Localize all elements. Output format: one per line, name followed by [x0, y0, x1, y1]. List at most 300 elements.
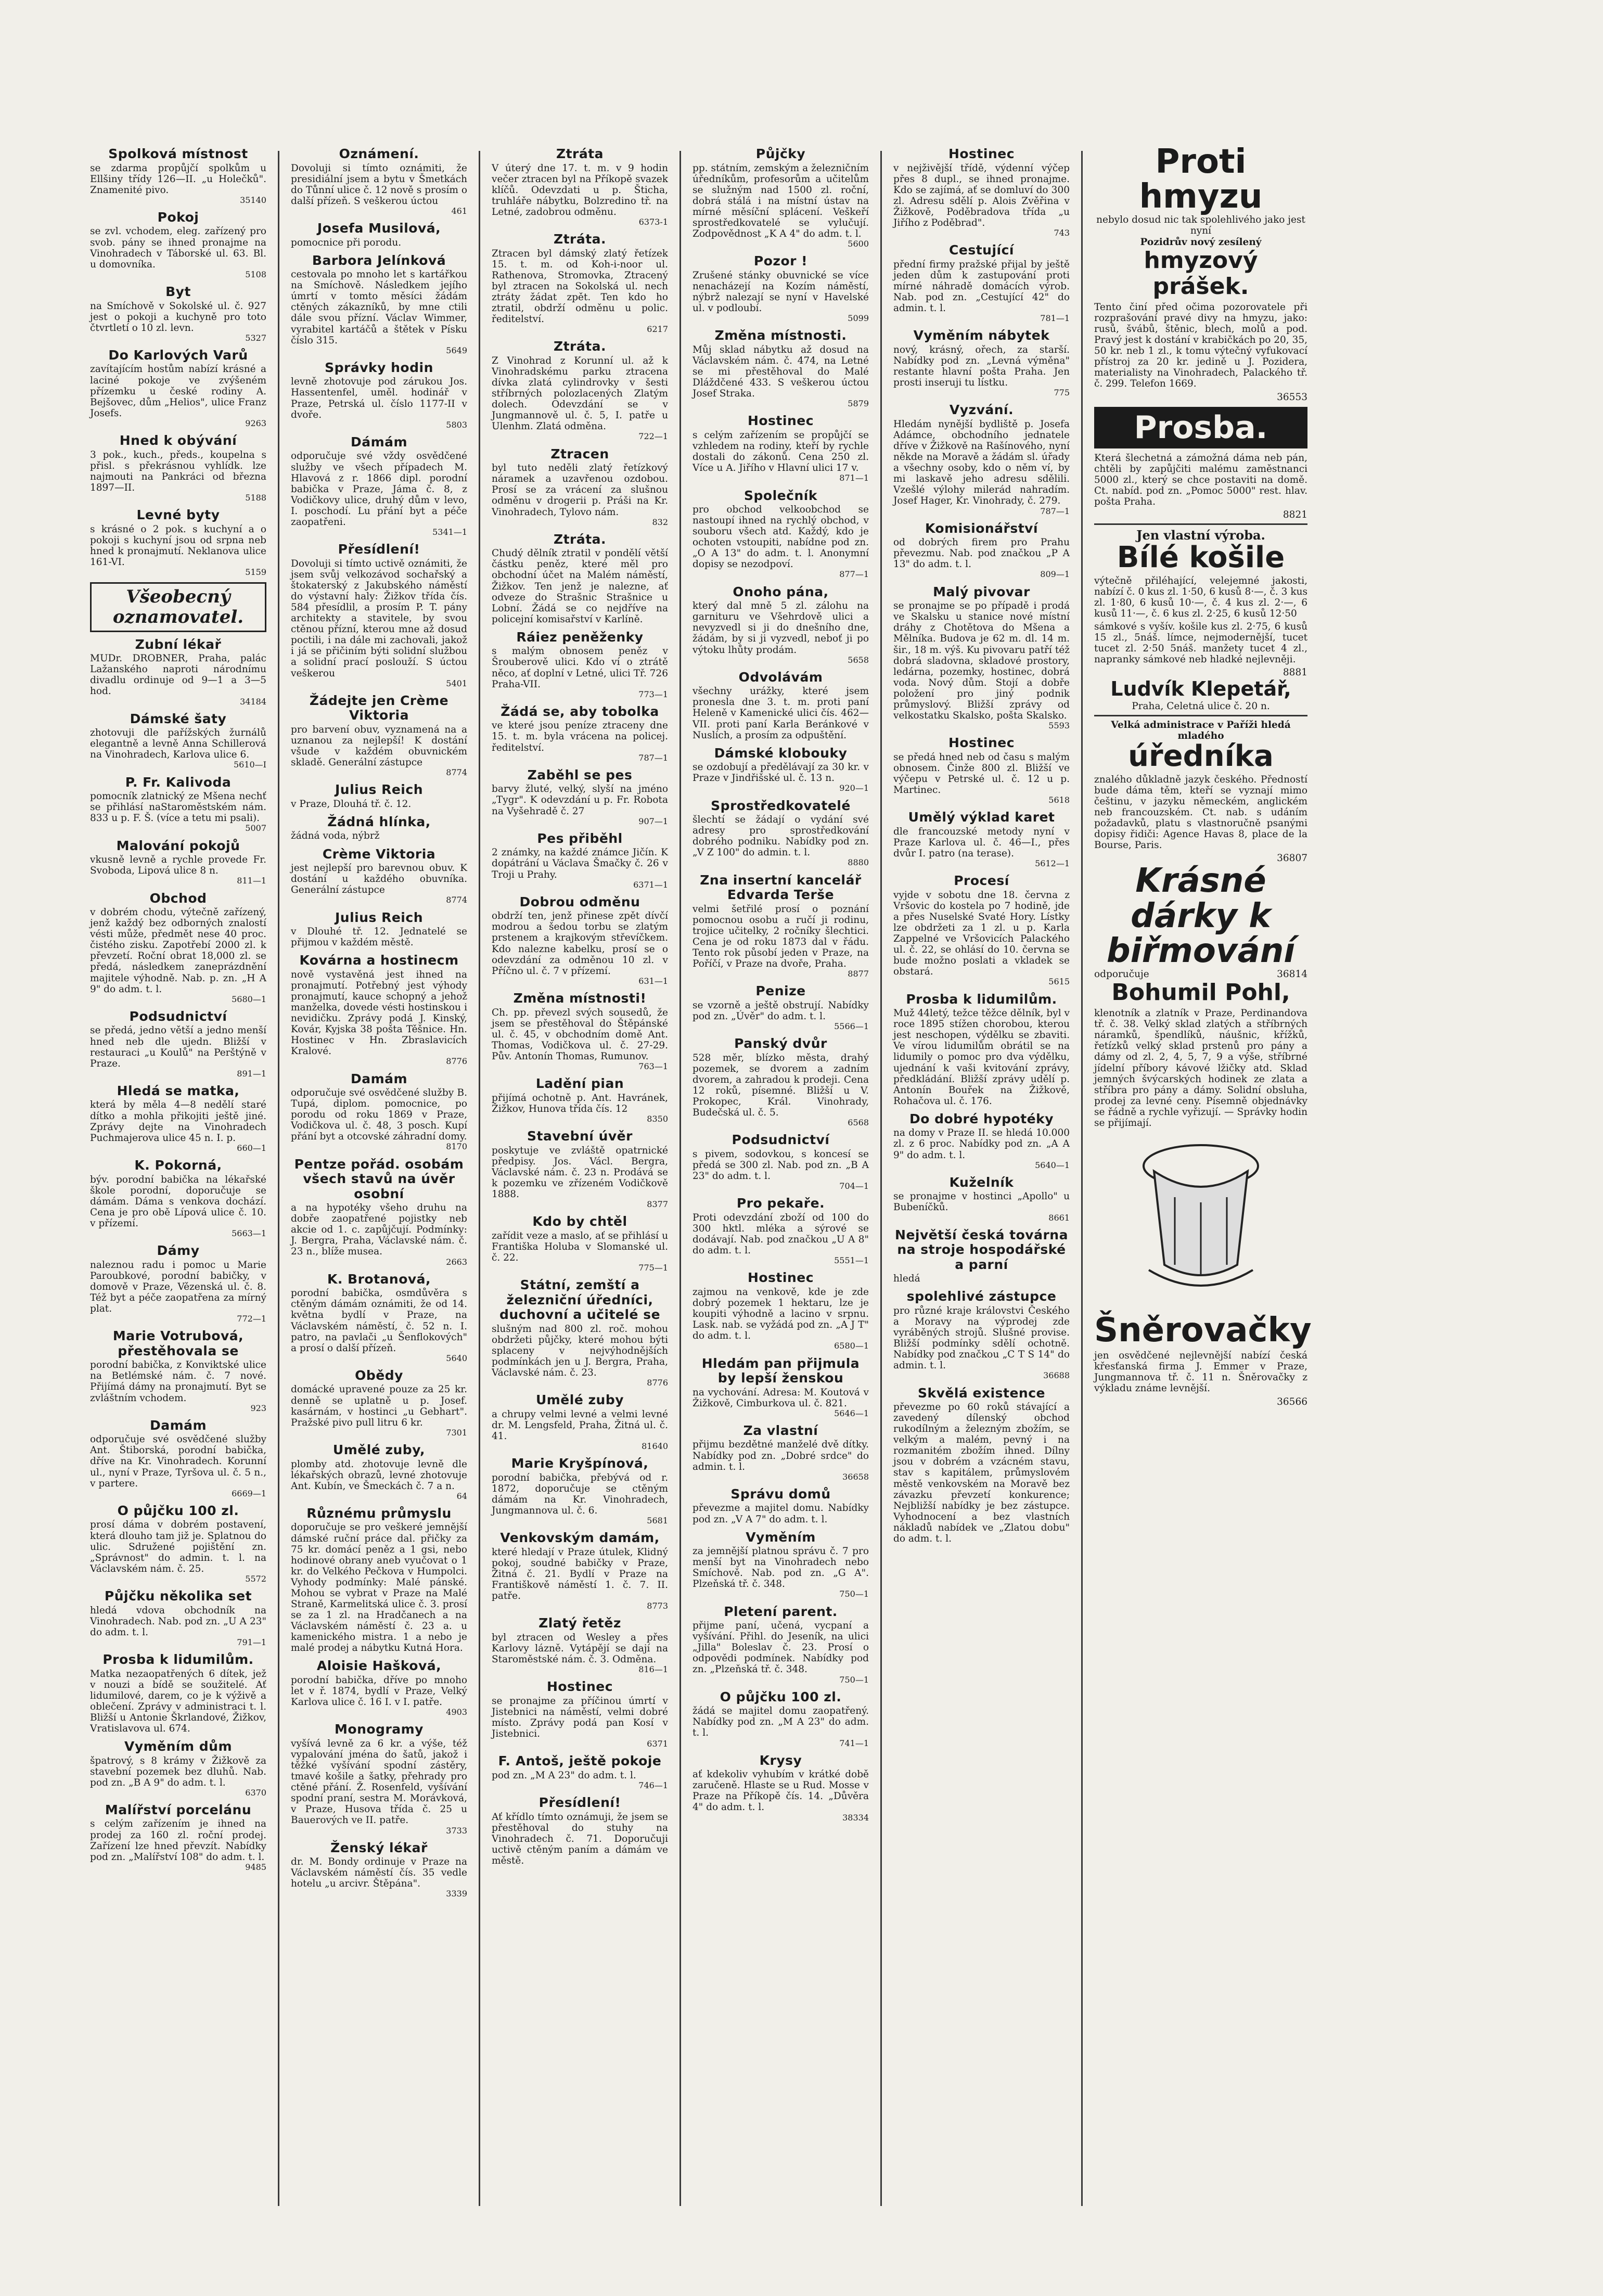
classified-ad	[90, 147, 266, 205]
ad-text: pro různé kraje královstvi Českého a Moravy na výprodej zde vyráběných strojů. Slušné provise. Bližší podmínky sdělí ochotně. Nabídky pod značkou „C T S 14" do admin. t. l.	[893, 1305, 1070, 1371]
classified-ad	[893, 992, 1070, 1107]
ad-text: se zdarma propůjčí spolkům u Ellšiny třídy 126—II. „u Holečků". Znamenité pivo.	[90, 162, 266, 196]
ad-title: Podsudnictví	[129, 1008, 227, 1024]
ad-text: porodní babička, osmdůvěra s ctěným dámám oznámiti, že od 14. května bydlí v Praze, na Václavském náměstí, č. 52 n. I. patro, na pavlači „u Šenflokových" a prosí o další přízeň.	[291, 1288, 467, 1354]
classified-ad	[291, 1443, 467, 1501]
ad-number: 35140	[240, 195, 266, 205]
ad-title: Umělý výklad karet	[908, 810, 1055, 825]
ad-title: Oznámení.	[339, 146, 419, 161]
ad-number: 791—1	[237, 1637, 266, 1647]
ad-title: Hostinec	[747, 1270, 814, 1286]
ad-number: 6371—1	[633, 879, 668, 890]
classified-ad	[90, 1739, 266, 1798]
ad-text: prosí dáma v dobrém postavení, která dlouho tam již je. Splatnou do ulic. Sdružené pojištění zn. „Správnost" do admin. t. l. na Václavském nám. č. 25.	[90, 1519, 266, 1574]
ad-text: naleznou radu i pomoc u Marie Paroubkové, porodní babičky, v domově v Praze, Vězenská ul. č. 8. Též byt a péče zaopatřena za mírný plat.	[90, 1259, 266, 1314]
classified-ad	[492, 1531, 668, 1611]
classified-ad	[90, 1504, 266, 1584]
classified-ad	[90, 285, 266, 343]
classified-ad	[90, 712, 266, 770]
classified-ad	[492, 1616, 668, 1674]
ad-title: Dámy	[157, 1243, 200, 1259]
gifts-ad-jeweler: Bohumil Pohl,	[1111, 979, 1290, 1006]
ad-title: Marie Kryšpínová,	[511, 1456, 649, 1471]
classified-ad	[693, 799, 869, 868]
ad-number: 8774	[446, 767, 467, 778]
ad-number: 741—1	[839, 1738, 869, 1748]
classified-ad	[90, 1009, 266, 1079]
prosba-ad-number: 8821	[1283, 509, 1307, 521]
ad-title: Zaběhl se pes	[527, 767, 633, 783]
ad-text: se pronajme v hostinci „Apollo" u Bubeníčků.	[893, 1191, 1070, 1213]
ad-text: Proti odevzdání zboží od 100 do 300 hktl. mléka a sýrové se dodávají. Nab. pod značkou „U A 8" do adm. t. l.	[693, 1212, 869, 1256]
gifts-ad-sub: odporučuje	[1094, 968, 1149, 980]
ad-number: 5618	[1048, 795, 1070, 805]
ad-text: přijme paní, učená, vycpaní a vyšívání. Přihl. do Jeseník, na ulici „Jilla" Boleslav č. 23. Prosí o odpovědi podmínek. Nabídky pod zn. „Plzeňská tř. č. 348.	[693, 1620, 869, 1675]
ad-title: Odvolávám	[738, 669, 823, 685]
ad-text: se ozdobují a předělávají za 30 kr. v Praze v Jindřišské ul. č. 13 n.	[693, 762, 869, 784]
ad-number: 704—1	[839, 1181, 869, 1191]
ad-text: pp. státním, zemským a železničním úředníkům, profesorům a učitelům se služným nad 1500 zl. roční, dobrá stálá i na místní ústav na mírné měsíční splácení. Veškeří sprostředkovatelé se vylučují. Zodpovědnost „K A 4" do adm. t. l.	[693, 162, 869, 239]
classified-ad	[693, 746, 869, 793]
ad-title: Různému průmyslu	[306, 1505, 452, 1521]
classified-ad	[693, 1356, 869, 1418]
ad-title: Aloisie Hašková,	[316, 1658, 442, 1674]
ad-title: Obchod	[149, 890, 207, 906]
ad-title: Změna místnosti.	[714, 328, 847, 343]
classified-ad	[90, 1158, 266, 1238]
ad-title: Zna insertní kancelář Edvarda Terše	[700, 872, 862, 903]
classified-ad	[90, 1803, 266, 1872]
ad-text: levně zhotovuje pod zárukou Jos. Hassentenfel, uměl. hodinář v Praze, Petrská ul. číslo 1177-II v dvoře.	[291, 376, 467, 420]
ad-column-5	[893, 145, 1070, 1549]
ad-number: 5646—1	[834, 1408, 869, 1418]
ad-number: 5593	[1048, 721, 1070, 731]
ad-number: 750—1	[839, 1589, 869, 1599]
ad-text: porodní babička, přebývá od r. 1872, doporučuje se ctěným dámám na Kr. Vinohradech, Jungmannova ul. č. 6.	[492, 1472, 668, 1516]
ad-text: na domy v Praze II. se hledá 10.000 zl. z 6 proc. Nabídky pod zn. „A A 9" do adm. t. l.	[893, 1127, 1070, 1161]
ad-text: barvy žluté, velký, slyší na jméno „Tygr". K odevzdání u p. Fr. Robota na Vyšehradě č. 27	[492, 784, 668, 817]
ad-title: Hostinec	[546, 1679, 613, 1695]
classified-ad	[90, 1652, 266, 1734]
ad-title: Pletení parent.	[724, 1604, 838, 1619]
ad-text: s krásné o 2 pok. s kuchyní a o pokoji s kuchyní jsou od srpna neb hned k pronajmutí. Neklanova ulice 161-VI.	[90, 523, 266, 568]
classified-ad	[291, 1272, 467, 1363]
top-margin	[15, 15, 1588, 145]
ad-number: 891—1	[237, 1068, 266, 1079]
ad-title: Komisionářství	[925, 520, 1038, 536]
ad-number: 750—1	[839, 1674, 869, 1685]
classified-ad	[90, 1418, 266, 1498]
ad-text: zařídit veze a maslo, ať se přihlásí u Františka Holuba v Slomanské ul. č. 22.	[492, 1230, 668, 1263]
ad-number: 3733	[446, 1825, 467, 1836]
ad-title: Sprostředkovatelé	[711, 798, 851, 813]
ad-title: Hostinec	[948, 146, 1015, 161]
ad-title: spolehlivé zástupce	[906, 1289, 1057, 1304]
ad-text: Hledám nynější bydliště p. Josefa Adámce, obchodního jednatele dříve v Žižkově na Rašínového, nyní někde na Moravě a žádám sl. úřady a všechny osoby, kdo o něm ví, by mi laskavě jeho adresu sdělili. Vzešlé výlohy milerád nahradím. Josef Hager, Kr. Vinohrady, č. 279.	[893, 418, 1070, 507]
classified-ad	[693, 1487, 869, 1525]
ad-number: 9263	[245, 418, 266, 428]
ad-title: Levné byty	[136, 507, 220, 523]
ad-text: velmi šetřilé prosí o poznání pomocnou osobu a ručí ji rodinu, trojice učitelky, 2 ročníky šlechtici. Cena je od roku 1873 dal v řádu. Tento rok působí jeden v Praze, na Poříčí, v Praze na dvoře, Praha.	[693, 903, 869, 970]
classified-ad	[492, 895, 668, 986]
classified-ad	[893, 403, 1070, 516]
ad-text: na vychování. Adresa: M. Koutová v Žižkově, Cimburkova ul. č. 821.	[693, 1387, 869, 1409]
ad-title: Dámské klobouky	[714, 745, 848, 761]
ad-text: Ch. pp. převezl svých sousedů, že jsem se přestěhoval do Štěpánské ul. č. 45, v obchodním domě Ant. Thomas, Vodičkova ul. č. 27-29. Pův. Antonín Thomas, Rumunov.	[492, 1007, 668, 1062]
classified-ad	[90, 348, 266, 428]
classified-ad	[693, 585, 869, 665]
ad-title: Společník	[744, 488, 817, 503]
ad-number: 5327	[245, 332, 266, 343]
ad-text: 3 pok., kuch., předs., koupelna s přisl. s překrásnou vyhlídk. lze najmouti na Pankráci od března 1897—II.	[90, 449, 266, 493]
ad-text: žádná voda, nýbrž	[291, 830, 380, 842]
ad-title: Pentze pořád. osobám všech stavů na úvěr osobní	[294, 1156, 464, 1201]
ad-title: Zlatý řetěz	[538, 1615, 621, 1631]
ad-title: Panský dvůr	[734, 1036, 827, 1051]
ad-title: Vyměním	[746, 1529, 816, 1545]
ad-title: Malování pokojů	[116, 838, 240, 853]
ad-number: 6217	[647, 324, 668, 335]
ad-text: a na hypotéky všeho druhu na dobře zaopatřené pojistky neb akcie od 1. c. zapůjčují. Podmínky: J. Bergra, Praha, Václavské nám. č. 23 n., blíže musea.	[291, 1202, 467, 1258]
ad-text: nově vystavěná jest ihned na pronajmutí. Potřebný jest výhody pronajmutí, kauce schopný a jehož manželka, dovede vésti hostinskou i nevidičku. Zprávy podá J. Kinský, Kovár, Kyjska 38 pošta Těšnice. Hn. Hostinec v Hn. Zbraslavicích Kralové.	[291, 969, 467, 1057]
classified-ad	[492, 1278, 668, 1388]
ad-title: K. Pokorná,	[134, 1158, 222, 1173]
ad-title: Monogramy	[335, 1722, 424, 1737]
ad-number: 5681	[647, 1516, 668, 1526]
classified-ad	[492, 232, 668, 334]
classified-ad	[90, 1084, 266, 1153]
classified-ad	[291, 147, 467, 216]
ad-text: hledá vdova obchodník na Vinohradech. Nab. pod zn. „U A 23" do adm. t. l.	[90, 1605, 266, 1638]
ad-text: pomocník zlatnický ze Mšena nechť se přihlásí naStaroměstském nám. 833 u p. F. Š. (více a tetu mi psali).	[90, 791, 266, 824]
ad-number: 8880	[848, 857, 869, 868]
ad-title: Kuželník	[949, 1174, 1014, 1190]
gifts-ad-body: klenotník a zlatník v Praze, Perdinandova tř. č. 38. Velký sklad zlatých a stříbrných náramků, špendlíků, náušnic, křížků, řetízků velký sklad prstenů pro pány a dámy od zl. 2, 4, 5, 7, 9 a výše, stříbrné jídelní příbory kávové lžičky atd. Sklad jemných švýcarských hodinek ze zlata a stříbra pro pány a dámy. Solidní obsluha, prodej za levné ceny. Písemně objednávky se řádně a rychle vyřizují. — Správky hodin se přijímají.	[1094, 1008, 1307, 1128]
ad-text: V úterý dne 17. t. m. v 9 hodin večer ztracen byl na Příkopě svazek klíčů. Odevzdati u p. Šticha, truhláře nábytku, Bolzredino tř. na Letné, zadobrou odměnu.	[492, 162, 668, 217]
shirts-ad-body-2: sámkové s vyšív. košile kus zl. 2·75, 6 kusů 15 zl., 5náš. límce, nejmodernější, tucet tucet zl. 2·50 5náš. manžety tucet 4 zl., napranky sámkové neb hladké nejlevněji.	[1094, 621, 1307, 665]
ad-text: na Smíchově v Sokolské ul. č. 927 jest o pokoji a kuchyně pro toto čtvrtletí o 10 zl. levn.	[90, 300, 266, 334]
classified-ad	[693, 1271, 869, 1351]
classified-ad	[291, 783, 467, 810]
classified-ad	[693, 147, 869, 249]
clerk-ad-body: znalého důkladně jazyk českého. Předností bude dáma těm, kteří se vyznají mimo češtinu, v jazyku německém, anglickém neb francouzském. Ct. nab. s udáním požadavků, platu s vlastnoručně psanými dopisy řidiči: Agence Havas 8, place de la Bourse, Paris.	[1094, 774, 1307, 851]
ad-text: přijmu bezdětné manželé dvě dítky. Nabídky pod zn. „Dobré srdce" do admin. t. l.	[693, 1439, 869, 1472]
ad-title: Žádejte jen Crème Viktoria	[309, 692, 449, 723]
classified-ad	[492, 147, 668, 227]
ad-number: 5640	[446, 1353, 467, 1363]
ad-text: dr. M. Bondy ordinuje v Praze na Václavském náměstí čís. 35 vedle hotelu „u arcivr. Štěpána".	[291, 1856, 467, 1890]
clerk-ad-kicker: Velká administrace v Paříži hledá mladého	[1111, 719, 1291, 741]
ad-title: Marie Votrubová, přestěhovala se	[112, 1328, 244, 1358]
gifts-ad-title: Krásné dárky k biřmování	[1106, 862, 1296, 970]
ad-text: cestovala po mnoho let s kartářkou na Smíchově. Následkem jejího úmrtí v tomto měsíci žádám ctěných zákazníků, by mne ctili dále svou přízní. Václav Wimmer, vyrabitel kartáčů a štětek v Písku číslo 315.	[291, 269, 467, 346]
ad-text: byl tuto neděli zlatý řetízkový náramek a uzavřenou ozdobou. Prosí se za vrácení za slušnou odměnu v drogerii p. Práši na Kr. Vinohradech, Tylovo nám.	[492, 463, 668, 518]
ad-text: od dobrých firem pro Prahu převezmu. Nab. pod značkou „P A 13" do adm. t. l.	[893, 537, 1070, 570]
ad-number: 36658	[842, 1471, 869, 1482]
ad-number: 6373-1	[638, 216, 668, 227]
ad-text: ve které jsou peníze ztraceny dne 15. t. m. byla vrácena na policej. ředitelství.	[492, 720, 668, 753]
classified-ad	[492, 991, 668, 1071]
ad-text: porodní babička, dříve po mnoho let v ř. 1874, bydlí v Praze, Velký Karlova ulice č. 16 I. v I. patře.	[291, 1674, 467, 1708]
ad-title: Hostinec	[948, 735, 1015, 751]
classified-ad	[693, 984, 869, 1031]
ad-number: 8350	[647, 1113, 668, 1124]
ad-column-right	[1094, 143, 1312, 1407]
ad-text: Chudý dělník ztratil v pondělí větší částku peněz, které měl pro obchodní účet na Malém náměstí, Žižkov. Ten jenž je nalezne, ať odveze do Strašnic Strašnice u Lobní. Žádá se co nejdříve na policejní komisařství v Karlíně.	[492, 548, 668, 625]
classified-ad	[693, 1133, 869, 1191]
ad-number: 38334	[842, 1812, 869, 1823]
ad-title: P. Fr. Kalivoda	[125, 774, 232, 790]
ad-text: pomocnice při porodu.	[291, 237, 402, 248]
ad-column-4	[693, 145, 869, 1828]
ad-number: 5099	[848, 313, 869, 324]
ad-title: Julius Reich	[335, 909, 423, 925]
ad-title: Damám	[149, 1417, 207, 1433]
ad-number: 34184	[240, 696, 266, 707]
insect-ad-body: Tento činí před očima pozorovatele při rozprašování pravé divy na hmyzu, jako: rusů, švábů, štěnic, blech, molů a pod. Pravý jest k dostání v krabičkách po 20, 35, 50 kr. neb 1 zl., k tomu výtečný vyfukovací přístroj za 20 kr. jedině u J. Pozidera, materialisty na Vinohradech, Palackého tř. č. 299. Telefon 1669.	[1094, 301, 1307, 390]
ad-title: Zubní lékař	[135, 636, 222, 652]
insect-ad-intro: nebylo dosud nic tak spolehlivého jako jest nyní	[1096, 214, 1305, 237]
ad-title: Spolková místnost	[108, 146, 248, 161]
ad-title: O půjčku 100 zl.	[117, 1503, 239, 1518]
ad-title: Dobrou odměnu	[519, 894, 640, 909]
insect-ad-brand: Pozidrův nový zesílený	[1140, 236, 1262, 248]
ad-text: Dovoluji si tímto uctivě oznámiti, že jsem svůj velkozávod sochařský a štokaterský z Jakubského náměstí do výstavní haly: Žižkov třída čís. 584 přesídlil, a prosím P. T. pány architekty a stavitele, by svou ctěnou přízní, kterou mne až dosud poctili, i na dále mi zachovali, jakož i já se přičiním býti solidní službou a solidní prací poslouží. S úctou veškerou	[291, 558, 467, 679]
ad-title: Dámám	[350, 434, 408, 450]
classified-ad	[291, 361, 467, 430]
ad-number: 6568	[848, 1118, 869, 1128]
ad-text: pro obchod velkoobchod se nastoupí ihned na rychlý obchod, v souboru všech atd. Každý, kdo je ochoten vstoupiti, nabídne pod zn. „O A 13" do adm. t. l. Anonymní dopisy se nezodpoví.	[693, 504, 869, 570]
classified-ad	[492, 768, 668, 826]
prosba-ad-title: Prosba.	[1094, 407, 1307, 448]
ad-number: 5007	[245, 823, 266, 833]
classified-ad	[893, 736, 1070, 805]
ad-title: Hledá se matka,	[117, 1083, 240, 1098]
ad-number: 64	[456, 1491, 467, 1501]
ad-number: 8773	[647, 1601, 668, 1611]
ad-number: 5803	[446, 419, 467, 430]
ad-number: 81640	[642, 1441, 668, 1451]
ad-text: v Dlouhé tř. 12. Jednatelé se přijmou v každém městě.	[291, 926, 467, 948]
ad-text: dle francouzské metody nyní v Praze Karlova ul. č. 46—I., přes dvůr I. patro (na terase).	[893, 826, 1070, 859]
ad-title: Obědy	[355, 1367, 403, 1383]
ad-text: Zrušené stánky obuvnické se více nenacházejí na Kozím náměstí, nýbrž nalezají se nyní v Havelské ul. v podloubí.	[693, 270, 869, 314]
classified-ad	[893, 243, 1070, 323]
ad-text: byl ztracen od Wesley a přes Karlovy lázně. Vytápějí se dají na Staroměstské nám. č. 3. Odměna.	[492, 1632, 668, 1665]
corsets-ad-body: jen osvědčené nejlevnější nabízí česká křesťanská firma J. Emmer v Praze, Jungmannova tř. č. 11 n. Šněrovačky z výkladu známe levnější.	[1094, 1350, 1307, 1394]
classified-ad	[492, 1456, 668, 1525]
ad-number: 811—1	[237, 876, 266, 886]
ad-text: hledá	[893, 1273, 920, 1285]
ad-title: Procesí	[954, 873, 1009, 889]
ad-title: Vyzvání.	[949, 402, 1014, 418]
ad-text: která by měla 4—8 nedělí staré dítko a mohla přikojiti ještě jiné. Zprávy dejte na Vinohradech Puchmajerova ulice 45 n. I. p.	[90, 1099, 266, 1144]
ad-title: Ztráta.	[553, 232, 607, 247]
ad-number: 2663	[446, 1256, 467, 1267]
ad-number: 3339	[446, 1889, 467, 1899]
classified-ad	[291, 1157, 467, 1267]
ad-title: Kovárna a hostinecm	[299, 953, 459, 968]
ad-title: Pokoj	[157, 209, 199, 225]
ad-number: 775	[1054, 388, 1070, 398]
ad-text: obdrží ten, jenž přinese zpět dívčí modrou a šedou torbu se zlatým prstenem a krajkovým střevíčkem. Kdo nalezne kabelku, prosí se o odevzdání za odměnou 10 zl. v Příčno ul. č. 7 v přízemí.	[492, 910, 668, 977]
ad-number: 5551—1	[834, 1255, 869, 1266]
ad-text: domácké upravené pouze za 25 kr. denně se uplatně u p. Josef. kasárnám, v hostinci „u Gebhart". Pražské pivo pull litru 6 kr.	[291, 1384, 467, 1428]
classified-ad	[693, 328, 869, 408]
ad-title: Do dobré hypotéky	[909, 1111, 1054, 1126]
ad-number: 5108	[245, 269, 266, 279]
ad-title: Damám	[350, 1071, 408, 1086]
shirts-ad-seller: Ludvík Klepetář,	[1110, 677, 1291, 701]
ad-title: Největší česká továrna na stroje hospodářské a parní	[895, 1227, 1068, 1272]
column-rule	[880, 151, 882, 2206]
ad-text: nový, krásný, ořech, za starší. Nabídky pod zn. „Levná výměna" restante hlavní pošta Praha. Jen prosti inseruji tu lístku.	[893, 344, 1070, 389]
ad-text: Dovoluji si tímto oznámiti, že presidiální jsem a bytu v Šmetkách do Tůnní ulice č. 12 nově s prosím o další přízeň. S veškerou úctou	[291, 162, 467, 207]
ad-number: 631—1	[638, 976, 668, 986]
ad-title: Ženský lékař	[330, 1840, 428, 1855]
insect-ad-product: hmyzový prášek.	[1144, 247, 1258, 300]
ad-columns	[15, 145, 1588, 2206]
column-rule	[479, 151, 480, 2206]
ad-number: 920—1	[839, 783, 869, 793]
divider	[1094, 523, 1307, 525]
ad-number: 781—1	[1040, 313, 1070, 324]
ad-number: 8877	[848, 969, 869, 979]
classified-ad	[291, 1368, 467, 1438]
shirts-ad-title: Bílé košile	[1117, 540, 1285, 574]
ad-text: v Praze, Dlouhá tř. č. 12.	[291, 798, 412, 810]
ad-number: 722—1	[638, 431, 668, 442]
classified-ad	[291, 847, 467, 905]
ad-number: 5401	[446, 678, 467, 688]
section-header: Všeobecný oznamovatel.	[90, 582, 266, 632]
ad-text: převezme po 60 roků stávající a zavedený dílenský obchod rukodílným a železným zbožím, se velkým a malém, pevný i na rozmanitém zbožím ihned. Dílny jsou v dobrém a vzácném stavu, stav s kapitálem, průmyslovém městě venkovském na Moravě bez závazku převzetí konkurence; Nejbližší nabídky je bez zástupce. Vyhodnocení a bez vlastních nákladů nabídek ve „Zlatou dobu" do adm. t. l.	[893, 1402, 1070, 1544]
ad-title: Vyměním dům	[124, 1739, 232, 1754]
ad-title: Barbora Jelínková	[312, 252, 446, 268]
ad-text: odporučuje své osvědčené služby Ant. Štiborská, porodní babička, dříve na Kr. Vinohradech. Korunní ul., nyní v Praze, Tyršova ul. č. 5 n., v partere.	[90, 1434, 266, 1489]
classified-ad	[492, 1214, 668, 1273]
ad-number: 775—1	[638, 1262, 668, 1273]
gifts-ad-number: 36814	[1277, 968, 1307, 980]
classified-ad	[693, 414, 869, 483]
shirts-ad-kicker: Jen vlastní výroba.	[1136, 528, 1265, 543]
classified-ad	[893, 1228, 1070, 1285]
ad-number: 6580—1	[834, 1341, 869, 1351]
ad-text: se pronajme se po případě i prodá ve Skalsku u stanice nové místní dráhy z Chotětova do Mšena a Mělníka. Budova je 62 m. dl. 14 m. šir., 18 m. výš. Ku pivovaru patří též dobrá sladovna, skladové prostory, ledárna, pozemky, hostinec, dobrá voda. Nový dům. Stojí a dobře položení pro jiný podnik průmyslový. Bližší zprávy od velkostatku Skalsko, pošta Skalsko.	[893, 600, 1070, 721]
ad-number: 5341—1	[432, 527, 467, 537]
ad-number: 5640—1	[1035, 1160, 1070, 1170]
insect-ad-title: Proti hmyzu	[1139, 143, 1263, 216]
ad-title: Pes přiběhl	[537, 830, 623, 846]
ad-number: 5663—1	[232, 1228, 266, 1238]
ad-title: Státní, zemští a železniční úředníci, duchovní a učitelé se	[499, 1277, 661, 1323]
ad-title: Byt	[165, 284, 191, 300]
ad-text: vkusně levně a rychle provede Fr. Svoboda, Lipová ulice 8 n.	[90, 854, 266, 877]
ad-title: Půjčky	[755, 146, 806, 161]
classified-ad	[492, 1795, 668, 1866]
ad-title: Změna místnosti!	[513, 991, 647, 1006]
ad-text: za jemnější platnou správu č. 7 pro menší byt na Vinohradech nebo Smíchově. Nab. pod zn. „G A". Plzeňská tř. č. 348.	[693, 1546, 869, 1590]
ad-number: 772—1	[237, 1314, 266, 1324]
ad-title: Josefa Musilová,	[317, 221, 441, 236]
classified-ad	[693, 1753, 869, 1823]
ad-title: Onoho pána,	[733, 584, 829, 599]
ad-title: Přesídlení!	[338, 542, 420, 557]
ad-text: odporučuje své vždy osvědčené služby ve všech případech M. Hlavová z r. 1866 dipl. porodní babička v Praze, Jáma č. 8, z Vodičkovy ulice, druhý dům v levo, I. poschodí. Lu přání byt a péče zaopatřeni.	[291, 451, 467, 528]
ad-text: převezme a majitel domu. Nabídky pod zn. „V A 7" do adm. t. l.	[693, 1503, 869, 1525]
ad-title: Skvělá existence	[917, 1385, 1046, 1401]
classified-ad	[693, 489, 869, 580]
classified-ad	[893, 328, 1070, 397]
classified-ad	[693, 1423, 869, 1482]
ad-number: 763—1	[638, 1061, 668, 1071]
ad-title: O půjčku 100 zl.	[720, 1689, 842, 1704]
ad-title: Do Karlových Varů	[108, 347, 248, 363]
ad-number: 5572	[245, 1573, 266, 1584]
ad-number: 871—1	[839, 473, 869, 483]
divider	[1094, 715, 1307, 716]
ad-text: porodní babička, z Konviktské ulice na Betlémské nám. č. 7 nové. Přijímá dámy na pronajmutí. Byt se zvláštním vchodem.	[90, 1359, 266, 1404]
ad-title: Podsudnictví	[732, 1132, 830, 1148]
ad-number: 907—1	[638, 816, 668, 826]
classified-ad	[492, 1679, 668, 1749]
ad-title: Ztráta.	[553, 531, 607, 547]
ad-title: Hostinec	[747, 413, 814, 429]
ad-text: Z Vinohrad z Korunní ul. až k Vinohradskému parku ztracena dívka zlatá cylindrovky v šesti stříbrných polozlacených Zlatým dolech. Odevzdání se v Jungmannově ul. č. 5, I. patře u Ulenhm. Zlatá odměna.	[492, 355, 668, 432]
classified-ad	[492, 1393, 668, 1451]
ad-number: 5566—1	[834, 1021, 869, 1032]
prosba-ad-body: Která šlechetná a zámožná dáma neb pán, chtěli by zapůjčiti malému zaměstnanci 5000 zl., který se chce postaviti na domě. Ct. nabíd. pod zn. „Pomoc 5000" rest. hlav. pošta Praha.	[1094, 453, 1307, 508]
newspaper-page	[15, 15, 1588, 2281]
ad-text: 2 známky, na každé známce Jičín. K dopátrání u Václava Šmačky č. 26 v Troji u Prahy.	[492, 847, 668, 880]
ad-text: pod zn. „M A 23" do adm. t. l.	[492, 1769, 636, 1781]
ad-number: 832	[652, 517, 668, 527]
ad-text: v nejživější třídě, výdenní výčep přes 8 dupl., se ihned pronajme. Kdo se zajímá, ať se domluví do 300 zl. Adresu sdělí p. Alois Zvěřina v Žižkově, Poděbradova třída „u Jiřího z Poděbrad".	[893, 162, 1070, 228]
classified-ad	[893, 585, 1070, 731]
classified-ad	[291, 1506, 467, 1653]
classified-ad	[291, 1072, 467, 1152]
classified-ad	[90, 1329, 266, 1413]
classified-ad	[893, 147, 1070, 238]
ad-text: přední firmy pražské přijal by ještě jeden dům k zastupování proti mírné náhradě domácích výrob. Nab. pod zn. „Cestující 42" do admin. t. l.	[893, 259, 1070, 314]
column-rule	[1081, 151, 1083, 2206]
ad-text: zavítajícím hostům nabízí krásné a laciné pokoje ve zvýšeném přízemku u české rodiny A. Bejšovec, dům „Helios", ulice Franz Josefs.	[90, 364, 266, 419]
classified-ad	[90, 582, 266, 632]
classified-ad	[693, 1036, 869, 1127]
ad-title: Ztráta	[556, 146, 604, 161]
corset-illustration	[1094, 1135, 1307, 1306]
ad-text: v dobrém chodu, výtečně zařízený, jenž každý bez odborných znalostí vésti může, předmět nese 40 proc. čistého zisku. Zapotřebí 2000 zl. k převzetí. Roční obrat 18,000 zl. se předá, následkem zaneprázdnění majitele výhodně. Nab. p. zn. „H A 9" do adm. t. l.	[90, 907, 266, 995]
ad-column-3	[492, 145, 668, 1871]
ad-title: Umělé zuby,	[332, 1442, 426, 1458]
classified-ad	[90, 775, 266, 833]
classified-ad	[90, 508, 266, 577]
classified-ad	[693, 1530, 869, 1599]
corsets-ad-title: Šněrovačky	[1094, 1311, 1312, 1350]
classified-ad	[291, 1722, 467, 1835]
ad-number: 923	[250, 1403, 266, 1413]
ad-title: Vyměním nábytek	[913, 328, 1050, 343]
ad-number: 8377	[647, 1199, 668, 1209]
ad-text: ať kdekoliv vyhubím v krátké době zaručeně. Hlaste se u Rud. Mosse v Praze na Příkopě čís. 14. „Důvěra 4" do adm. t. l.	[693, 1769, 869, 1813]
ad-text: 528 měr, blízko města, drahý pozemek, se dvorem a zadním dvorem, a zahradou k prodeji. Cena 12 roků, písemné. Bližší u V. Prokopec, Král. Vinohrady, Budečská ul. č. 5.	[693, 1052, 869, 1119]
ad-text: s celým zařízením je ihned na prodej za 160 zl. roční prodej. Zařízení lze hned převzít. Nabídky pod zn. „Malířství 108" do adm. t. l.	[90, 1818, 266, 1863]
ad-title: K. Brotanová,	[327, 1271, 431, 1287]
ad-number: 5612—1	[1035, 858, 1070, 869]
insect-ad-number: 36553	[1277, 391, 1307, 403]
classified-ad	[291, 253, 467, 355]
ad-title: Správu domů	[730, 1486, 831, 1502]
